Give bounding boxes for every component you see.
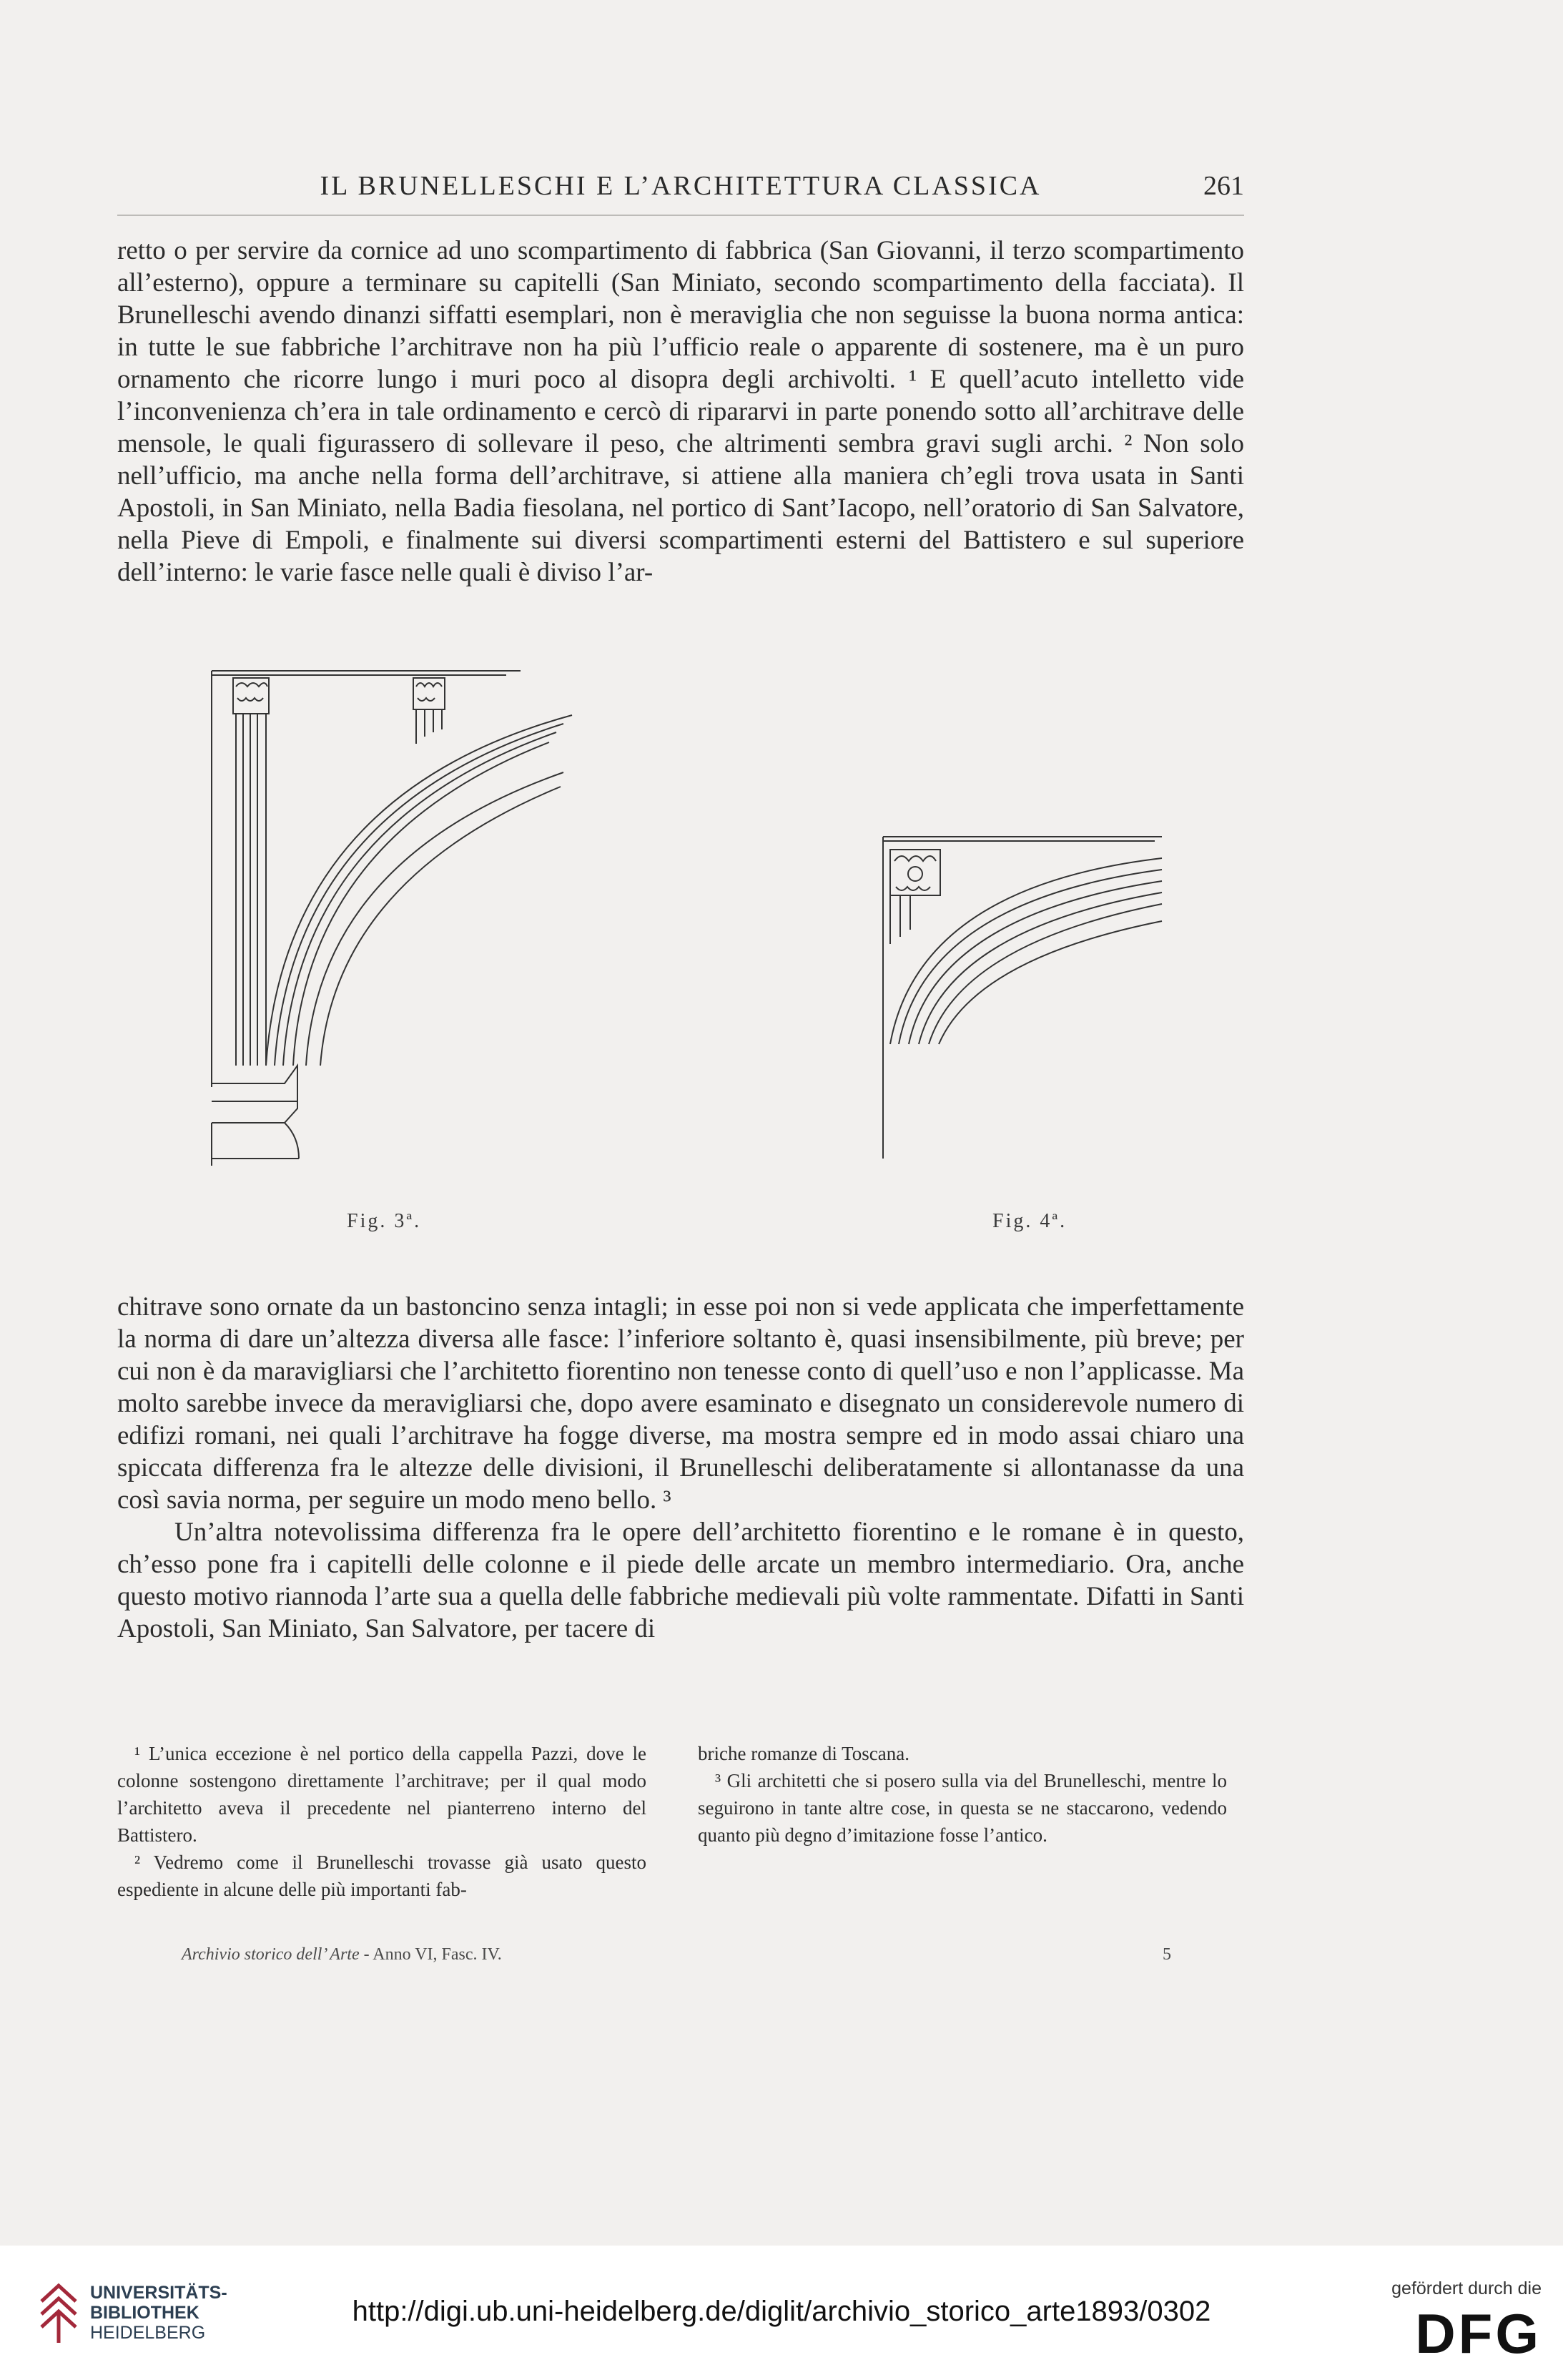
sheet-number: 5	[1163, 1945, 1171, 1964]
library-line-1: UNIVERSITÄTS-	[90, 2283, 227, 2303]
permalink-url[interactable]: http://digi.ub.uni-heidelberg.de/diglit/archivio_storico_arte1893/0302	[352, 2296, 1211, 2327]
figure-4-drawing	[876, 830, 1176, 1173]
footnotes-right-column	[698, 1740, 1227, 1849]
journal-signature	[182, 1945, 502, 1965]
footnote-3: ³ Gli architetti che si posero sulla via del Brunelleschi, mentre lo seguirono in tante altre cose, in questa se ne staccarono, vedendo quanto più degno d’imitazione fosse l’antico.	[698, 1770, 1227, 1846]
library-line-3: HEIDELBERG	[90, 2323, 206, 2343]
dfg-logo: DFG	[1415, 2302, 1542, 2365]
body-paragraphs-2-3	[117, 1291, 1244, 1645]
dfg-funding-text: gefördert durch die	[1391, 2278, 1542, 2298]
body-paragraph-1	[117, 235, 1244, 589]
running-title: IL BRUNELLESCHI E L’ARCHITETTURA CLASSICA	[320, 171, 1042, 201]
paragraph-text: Un’altra notevolissima differenza fra le opere dell’architetto fiorentino e le romane è in questo, ch’esso pone fra i capitelli delle colonne e il piede delle arcate un membro intermediario. Ora, anche questo motivo riannoda l’arte sua a quella delle fabbriche medievali più volte rammentate. Difatti in Santi Apostoli, San Miniato, San Salvatore, per tacere di	[117, 1518, 1244, 1643]
library-line-2: BIBLIOTHEK	[90, 2303, 199, 2323]
figure-3-drawing	[206, 665, 578, 1173]
journal-issue: - Anno VI, Fasc. IV.	[359, 1945, 502, 1964]
paragraph-text: retto o per servire da cornice ad uno scompartimento di fabbrica (San Giovanni, il terzo scompartimento all’esterno), oppure a terminare su capitelli (San Miniato, secondo scompartimento della facciata). Il Brunelleschi avendo dinanzi siffatti esemplari, non è meraviglia che non seguisse la buona norma antica: in tutte le sue fabbriche l’architrave non ha più l’ufficio reale o apparente di sostenere, ma è un puro ornamento che ricorre lungo i muri poco al disopra degli archivolti. ¹ E quell’acuto intelletto vide l’inconvenienza ch’era in tale ordinamento e cercò di ripararvi in parte ponendo sotto all’architrave delle mensole, le quali figurassero di sollevare il peso, che altrimenti sembra gravi sugli archi. ² Non solo nell’ufficio, ma anche nella forma dell’architrave, si attiene alla maniera ch’egli trova usata in Santi Apostoli, in San Miniato, nella Badia fiesolana, nel portico di Sant’Iacopo, nell’oratorio di San Salvatore, nella Pieve di Empoli, e finalmente sui diversi scompartimenti esterni del Battistero e sul superiore dell’interno: le varie fasce nelle quali è diviso l’ar-	[117, 236, 1244, 587]
footnotes-left-column	[117, 1740, 646, 1903]
footnote-2: ² Vedremo come il Brunelleschi trovasse già usato questo espediente in alcune delle più importanti fab-	[117, 1852, 646, 1900]
footnote-1: ¹ L’unica eccezione è nel portico della cappella Pazzi, dove le colonne sostengono direttamente l’architrave; per il qual modo l’architetto aveva il precedente nel pianterreno interno del Battistero.	[117, 1743, 646, 1846]
running-header	[117, 170, 1244, 213]
page-number: 261	[1203, 171, 1244, 201]
figure-4-caption: Fig. 4ª.	[992, 1210, 1068, 1232]
paragraph-text: chitrave sono ornate da un bastoncino senza intagli; in esse poi non si vede applicata che imperfettamente la norma di dare un’altezza diversa alle fasce: l’inferiore soltanto è, quasi insensibilmente, più breve; per cui non è da maravigliarsi che l’architetto fiorentino non tenesse conto di quell’uso e non l’applicasse. Ma molto sarebbe invece da meravigliarsi che, dopo avere esaminato e disegnato un considerevole numero di edifizi romani, nei quali l’architrave ha fogge diverse, ma mostra sempre ed in modo assai chiaro una spiccata differenza fra le altezze delle divisioni, il Brunelleschi deliberatamente si allontanasse da una così savia norma, per seguire un modo meno bello. ³	[117, 1292, 1244, 1515]
journal-name: Archivio storico dell’ Arte	[182, 1945, 360, 1964]
header-rule	[117, 215, 1244, 216]
digitization-footer	[0, 2246, 1563, 2380]
figure-3-caption: Fig. 3ª.	[347, 1210, 422, 1232]
footnote-2-continued: briche romanze di Toscana.	[698, 1743, 909, 1764]
